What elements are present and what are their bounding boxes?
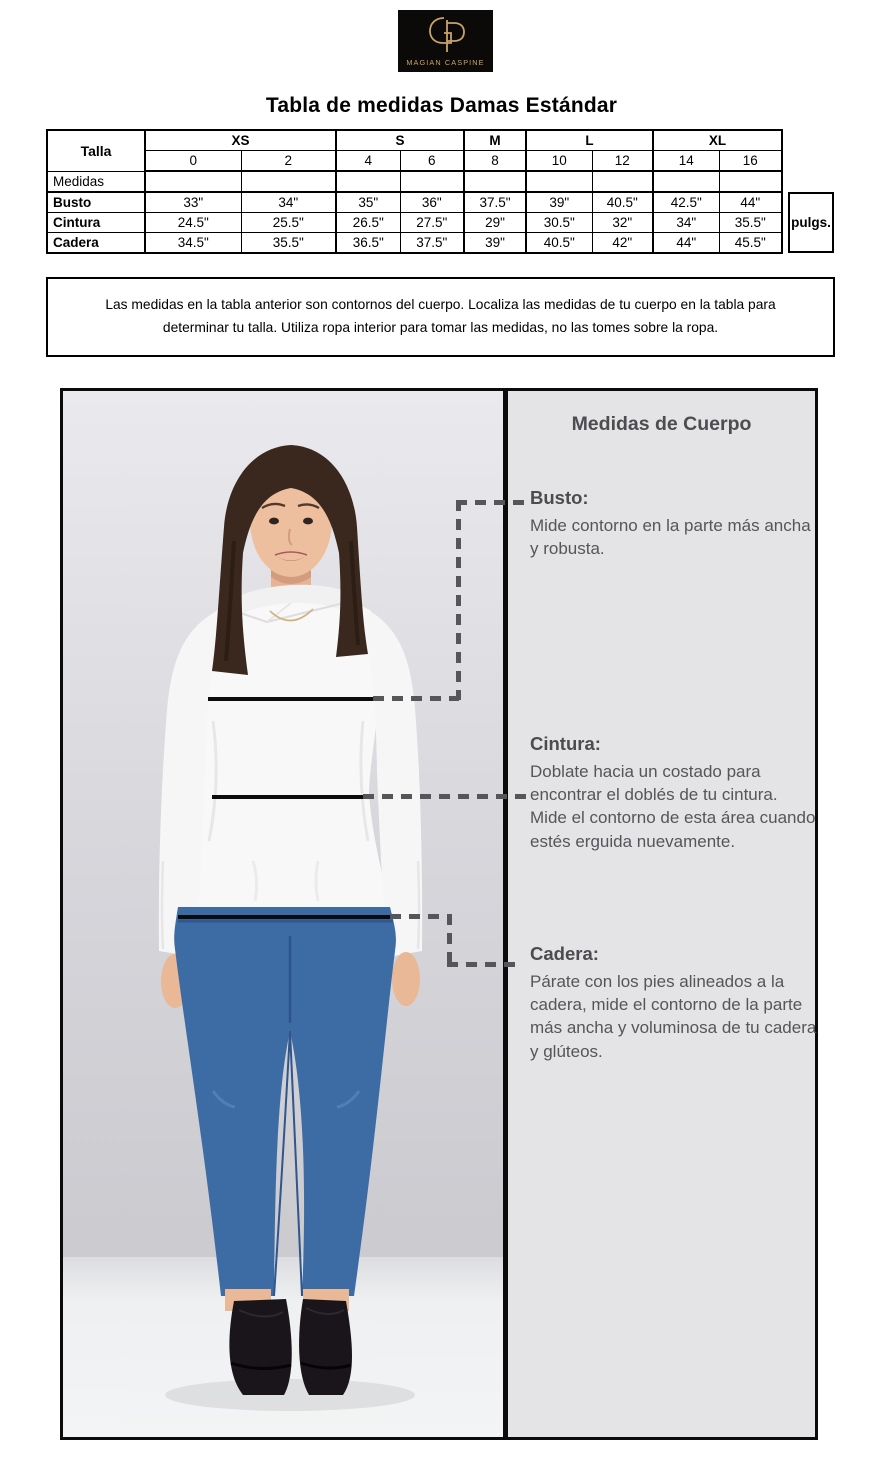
cintura-guide-label: Cintura: [530,733,601,754]
waist-measure-line [212,795,363,799]
group-header-xs: XS [145,130,336,151]
table-row-medidas [47,171,782,192]
guide-heading: Medidas de Cuerpo [571,413,752,435]
empty-cell [145,171,241,192]
cadera-cell: 44" [653,233,719,254]
busto-guide-text: Mide contorno en la parte más ancha y robusta. [530,515,811,558]
cadera-cell: 34.5" [145,233,241,254]
empty-cell [400,171,464,192]
brand-logo [398,10,493,72]
cadera-cell: 42" [592,233,653,254]
cintura-cell: 29" [464,213,526,233]
brand-monogram-icon [398,10,493,72]
medidas-label-cell: Medidas [47,171,145,192]
size-col-4: 4 [336,151,400,172]
size-col-16: 16 [719,151,782,172]
empty-cell [526,171,592,192]
hip-callout-dash-v [447,914,452,966]
guide-item-busto [530,485,817,560]
body-measure-guide [60,388,818,1440]
group-header-m: M [464,130,526,151]
busto-guide-label: Busto: [530,487,589,508]
size-col-12: 12 [592,151,653,172]
cintura-cell: 34" [653,213,719,233]
table-row-size-numbers [47,151,782,172]
page-title: Tabla de medidas Damas Estándar [265,94,618,118]
size-col-14: 14 [653,151,719,172]
cadera-guide-text: Párate con los pies alineados a la cadera, mide el contorno de la parte más ancha y voluminosa de tu cadera y glúteos. [530,971,817,1061]
empty-cell [464,171,526,192]
guide-item-cadera [530,941,817,1063]
cintura-cell: 24.5" [145,213,241,233]
bust-callout-dash-h1 [373,696,459,701]
busto-cell: 40.5" [592,192,653,213]
talla-corner-cell: Talla [47,130,145,171]
cadera-guide-label: Cadera: [530,943,599,964]
cintura-row-label: Cintura [47,213,145,233]
bust-measure-line [208,697,373,701]
busto-cell: 33" [145,192,241,213]
table-row-cadera [47,233,782,254]
size-col-8: 8 [464,151,526,172]
cadera-cell: 45.5" [719,233,782,254]
cadera-cell: 39" [464,233,526,254]
hip-callout-dash-h1 [390,914,452,919]
cintura-guide-text: Doblate hacia un costado para encontrar el doblés de tu cintura. Mide el contorno de esta área cuando estés erguida nuevamente. [530,761,816,851]
hip-callout-dash-h2 [447,962,523,967]
busto-cell: 42.5" [653,192,719,213]
empty-cell [719,171,782,192]
table-row-cintura [47,213,782,233]
busto-cell: 34" [241,192,336,213]
cintura-cell: 26.5" [336,213,400,233]
cintura-cell: 32" [592,213,653,233]
busto-cell: 36" [400,192,464,213]
guide-item-cintura [530,731,817,853]
cadera-cell: 35.5" [241,233,336,254]
bust-callout-dash-v [456,500,461,700]
note-text: Las medidas en la tabla anterior son contornos del cuerpo. Localiza las medidas de tu cuerpo en la tabla para determinar tu talla. Utiliza ropa interior para tomar las medidas, no las tomes sobre la ropa. [105,297,776,335]
waist-callout-dash [363,794,530,799]
busto-cell: 35" [336,192,400,213]
size-col-6: 6 [400,151,464,172]
busto-cell: 39" [526,192,592,213]
size-col-0: 0 [145,151,241,172]
bust-callout-dash-h2 [456,500,530,505]
empty-cell [653,171,719,192]
busto-cell: 37.5" [464,192,526,213]
size-col-2: 2 [241,151,336,172]
group-header-l: L [526,130,653,151]
size-col-10: 10 [526,151,592,172]
group-header-s: S [336,130,464,151]
cadera-cell: 37.5" [400,233,464,254]
table-row-size-groups [47,130,782,151]
measurement-note [46,277,835,357]
busto-row-label: Busto [47,192,145,213]
cintura-cell: 35.5" [719,213,782,233]
brand-name: MAGIAN CASPINE [406,58,485,67]
empty-cell [592,171,653,192]
cadera-row-label: Cadera [47,233,145,254]
cintura-cell: 27.5" [400,213,464,233]
table-row-busto [47,192,782,213]
hip-measure-line [178,915,390,919]
cadera-cell: 40.5" [526,233,592,254]
empty-cell [241,171,336,192]
empty-cell [336,171,400,192]
units-label: pulgs. [788,192,834,253]
cadera-cell: 36.5" [336,233,400,254]
cintura-cell: 25.5" [241,213,336,233]
busto-cell: 44" [719,192,782,213]
size-table [46,129,783,254]
cintura-cell: 30.5" [526,213,592,233]
group-header-xl: XL [653,130,782,151]
